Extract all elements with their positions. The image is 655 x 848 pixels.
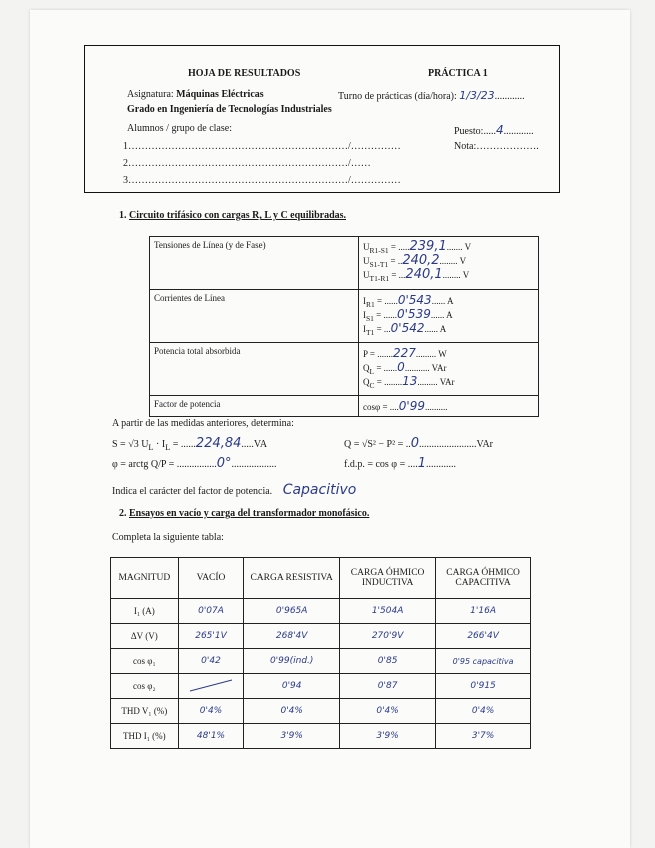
table-row	[111, 649, 531, 674]
subject-line	[127, 89, 264, 100]
value-cell: 3'7%	[436, 724, 531, 749]
slash-mark	[186, 677, 236, 693]
current-values: $I_{R1} = ......0'543$...... A $I_{S1} = ......0'539$...... A $I_{T1} = ...0'542$...... A	[359, 290, 539, 343]
value-cell: 0'95 capacitiva	[436, 649, 531, 674]
value-cell: 1'16A	[436, 599, 531, 624]
value-cell: 265'1V	[178, 624, 244, 649]
qc-value: 13	[402, 374, 418, 388]
table-row	[111, 724, 531, 749]
col-header: CARGA ÓHMICO INDUCTIVA	[340, 558, 436, 599]
value-cell: 0'94	[244, 674, 340, 699]
power-values: P = .......227......... W $Q_L = ......0$........... VAr $Q_C = ........13$......... VAr	[359, 343, 539, 396]
col-header: VACÍO	[178, 558, 244, 599]
char-value: Capacitivo	[282, 482, 357, 498]
value-cell: 3'9%	[244, 724, 340, 749]
magnitude-cell: cos φ₁	[111, 649, 179, 674]
three-phase-results-table	[149, 236, 539, 417]
value-cell: 0'85	[340, 649, 436, 674]
i-r-value: 0'543	[397, 293, 432, 307]
row-label: Corrientes de Línea	[150, 290, 359, 343]
turn-label: Turno de prácticas (día/hora):	[338, 91, 457, 102]
grade-line: Nota:……………….	[454, 141, 539, 152]
table-row	[111, 624, 531, 649]
subject-label: Asignatura:	[127, 89, 174, 100]
header-title: HOJA DE RESULTADOS	[188, 68, 301, 79]
value-cell: 266'4V	[436, 624, 531, 649]
magnitude-cell: THD I₁ (%)	[111, 724, 179, 749]
ql-value: 0	[397, 360, 405, 374]
s-line: S = √3 $U_L \cdot I_L = ......224,84.....VA$	[112, 436, 268, 452]
phi-value: 0°	[216, 456, 232, 471]
table-row	[150, 237, 539, 290]
value-cell: 48'1%	[178, 724, 244, 749]
fdp-value: 1	[417, 456, 426, 471]
value-cell: 0'965A	[244, 599, 340, 624]
student-row-1: 1…………………………………………………………/……………	[123, 141, 401, 152]
value-cell: 270'9V	[340, 624, 436, 649]
voltage-values: $U_{R1-S1} = .....239,1$....... V $U_{S1-T1} = ..240,2$........ V $U_{T1-R1} = ...240,1$........ V	[359, 237, 539, 290]
cosphi-value: 0'99	[398, 399, 425, 413]
value-cell: 0'07A	[178, 599, 244, 624]
turn-line: Turno de prácticas (día/hora): 1/3/23............	[338, 89, 525, 102]
table-row	[150, 343, 539, 396]
magnitude-cell: ΔV (V)	[111, 624, 179, 649]
section2-title: 2. Ensayos en vacío y carga del transformador monofásico.	[119, 508, 370, 519]
results-header-box	[84, 45, 560, 193]
magnitude-cell: cos φ₂	[111, 674, 179, 699]
post-label: Puesto:	[454, 126, 484, 137]
value-cell: 3'9%	[340, 724, 436, 749]
i-s-value: 0'539	[397, 307, 431, 321]
u-rs-value: 239,1	[409, 239, 447, 254]
u-tr-value: 240,1	[405, 267, 443, 282]
col-header: CARGA RESISTIVA	[244, 558, 340, 599]
value-cell: 0'915	[436, 674, 531, 699]
magnitude-cell: THD V₁ (%)	[111, 699, 179, 724]
student-row-3: 3…………………………………………………………/……………	[123, 175, 401, 186]
post-line: Puesto:.....4............	[454, 123, 534, 137]
u-st-value: 240,2	[402, 253, 440, 268]
derive-intro: A partir de las medidas anteriores, determina:	[112, 418, 294, 429]
s-value: 224,84	[195, 436, 242, 451]
table-row	[111, 599, 531, 624]
turn-value: 1/3/23	[459, 89, 495, 102]
grade-label: Nota:	[454, 141, 477, 152]
post-value: 4	[495, 123, 504, 137]
section1-title: 1. Circuito trifásico con cargas R, L y C equilibradas.	[119, 210, 347, 221]
value-cell: 0'4%	[244, 699, 340, 724]
phi-line: φ = arctg Q/P = ................0°..................	[112, 456, 277, 471]
value-cell: 0'87	[340, 674, 436, 699]
value-cell: 0'4%	[178, 699, 244, 724]
q-line: Q = √S² − P² = ..0.......................VAr	[344, 436, 494, 451]
student-row-2: 2…………………………………………………………/……	[123, 158, 371, 169]
p-value: 227	[393, 346, 416, 360]
table-row	[111, 699, 531, 724]
row-label: Tensiones de Línea (y de Fase)	[150, 237, 359, 290]
row-label: Factor de potencia	[150, 396, 359, 417]
empty-slash-cell	[178, 674, 244, 699]
table-row	[150, 396, 539, 417]
q-value: 0	[410, 436, 420, 451]
pf-value-cell: cosφ = ....0'99..........	[359, 396, 539, 417]
row-label: Potencia total absorbida	[150, 343, 359, 396]
fdp-line: f.d.p. = cos φ = ....1............	[344, 456, 456, 471]
char-line: Indica el carácter del factor de potencia. Capacitivo	[112, 482, 357, 498]
section2-intro: Completa la siguiente tabla:	[112, 532, 224, 543]
magnitude-cell: I₁ (A)	[111, 599, 179, 624]
transformer-results-table	[110, 557, 531, 749]
table-row	[150, 290, 539, 343]
i-t-value: 0'542	[390, 321, 425, 335]
col-header: MAGNITUD	[111, 558, 179, 599]
value-cell: 268'4V	[244, 624, 340, 649]
table-header-row	[111, 558, 531, 599]
students-label: Alumnos / grupo de clase:	[127, 123, 232, 134]
value-cell: 0'4%	[436, 699, 531, 724]
subject-value: Máquinas Eléctricas	[176, 89, 264, 100]
table-row	[111, 674, 531, 699]
value-cell: 0'4%	[340, 699, 436, 724]
header-practice: PRÁCTICA 1	[428, 68, 488, 79]
value-cell: 0'99(ind.)	[244, 649, 340, 674]
col-header: CARGA ÓHMICO CAPACITIVA	[436, 558, 531, 599]
value-cell: 1'504A	[340, 599, 436, 624]
degree-line: Grado en Ingeniería de Tecnologías Industriales	[127, 104, 332, 115]
value-cell: 0'42	[178, 649, 244, 674]
